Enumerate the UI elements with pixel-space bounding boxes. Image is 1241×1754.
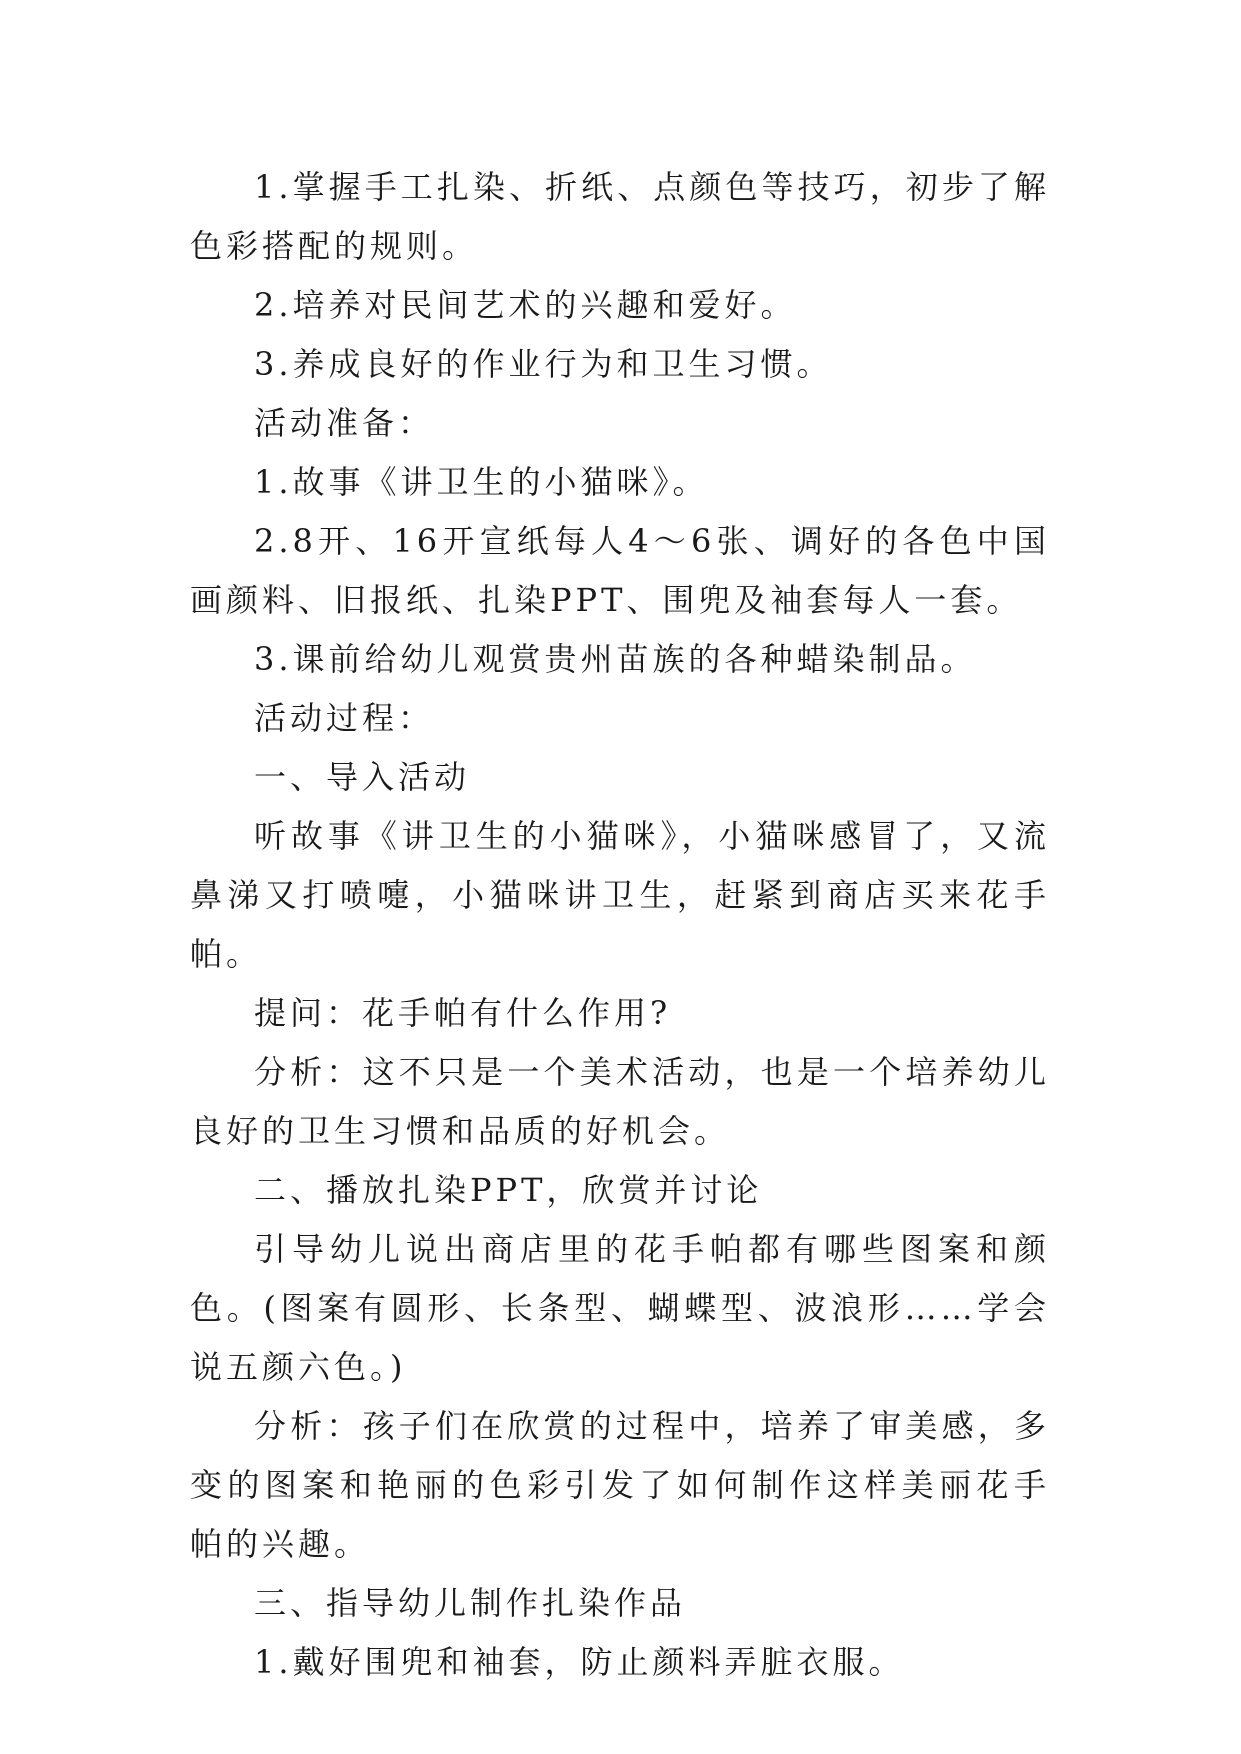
section-3-heading: 三、指导幼儿制作扎染作品 [254,1584,687,1622]
guide-paragraph: 引导幼儿说出商店里的花手帕都有哪些图案和颜色。(图案有圆形、长条型、蝴蝶型、波浪形……学会说五颜六色。) [190,1230,1050,1386]
preparation-2-paragraph: 2.8开、16开宣纸每人4～6张、调好的各色中国画颜料、旧报纸、扎染PPT、围兜及袖套每人一套。 [190,522,1050,619]
preparation-heading: 活动准备： [254,404,435,442]
story-paragraph: 听故事《讲卫生的小猫咪》，小猫咪感冒了，又流鼻涕又打喷嚏，小猫咪讲卫生，赶紧到商店买来花手帕。 [190,817,1050,973]
question-paragraph: 提问：花手帕有什么作用? [254,994,672,1032]
section-1-heading: 一、导入活动 [254,758,471,796]
goal-3-paragraph: 3.养成良好的作业行为和卫生习惯。 [254,345,833,383]
document-body [190,158,1050,1692]
process-heading: 活动过程： [254,699,435,737]
analysis-1-paragraph: 分析：这不只是一个美术活动，也是一个培养幼儿良好的卫生习惯和品质的好机会。 [190,1053,1050,1150]
analysis-2-paragraph: 分析：孩子们在欣赏的过程中，培养了审美感，多变的图案和艳丽的色彩引发了如何制作这样美丽花手帕的兴趣。 [190,1407,1050,1563]
step-1-paragraph: 1.戴好围兜和袖套，防止颜料弄脏衣服。 [254,1643,905,1681]
goal-2-paragraph: 2.培养对民间艺术的兴趣和爱好。 [254,286,797,324]
goal-1-paragraph: 1.掌握手工扎染、折纸、点颜色等技巧，初步了解色彩搭配的规则。 [190,168,1050,265]
preparation-3-paragraph: 3.课前给幼儿观赏贵州苗族的各种蜡染制品。 [254,640,977,678]
section-2-heading: 二、播放扎染PPT，欣赏并讨论 [254,1171,763,1209]
preparation-1-paragraph: 1.故事《讲卫生的小猫咪》。 [254,463,709,501]
